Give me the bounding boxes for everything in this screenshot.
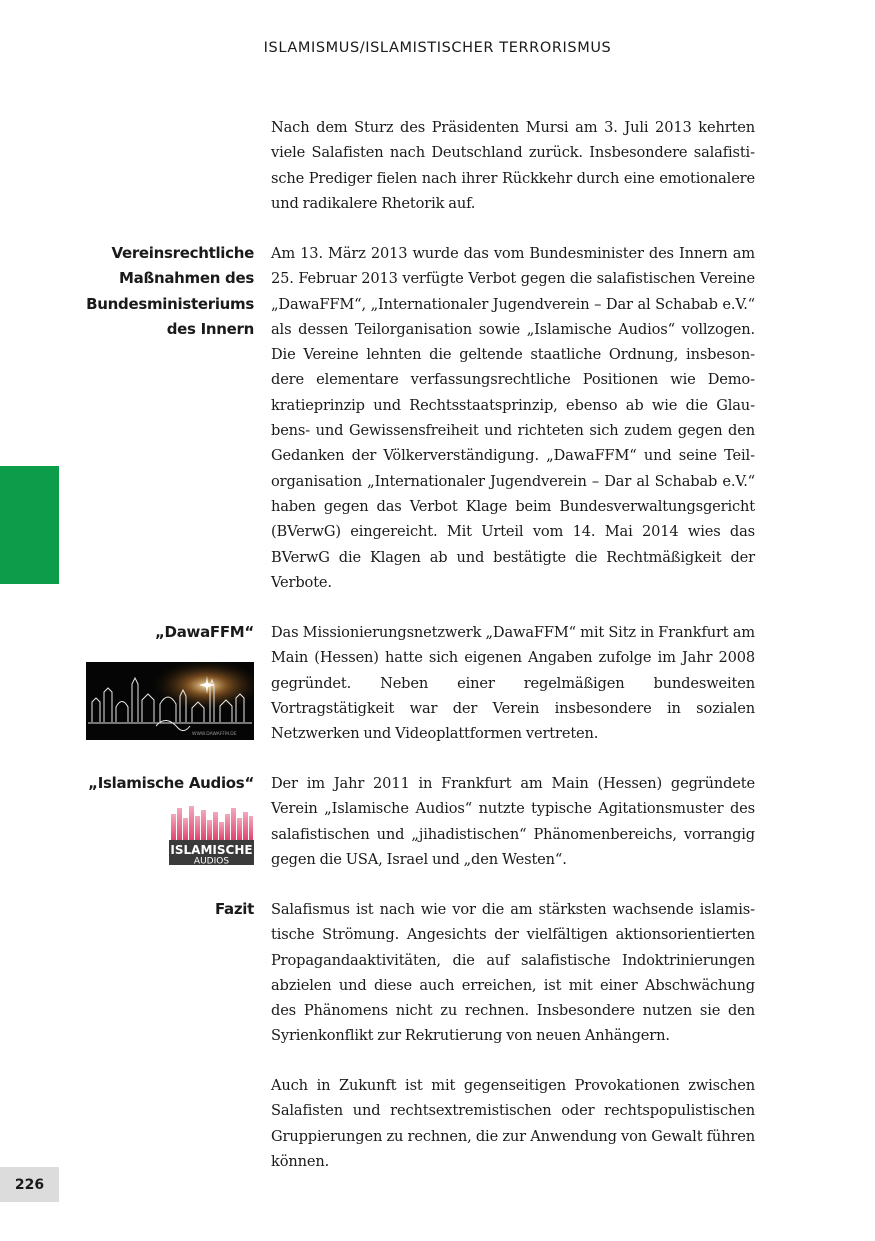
margin-heading-line: des Innern: [166, 319, 254, 338]
chapter-tab-marker: [0, 466, 59, 584]
paragraph-ausblick: Auch in Zukunft ist mit gegenseitigen Provokationen zwischen Salafisten und rechtsextremistischen oder rechtspopulistischen Gruppierungen zu rechnen, die zur Anwendung von Gewalt führen können.: [271, 1077, 755, 1170]
margin-heading-dawaffm: „DawaFFM“: [155, 623, 254, 641]
paragraph-fazit: Salafismus ist nach wie vor die am stärksten wachsende islamistische Strömung. Angesichts der vielfältigen aktionsorientierten Propagandaaktivitäten, die auf salafistische Indoktrinierungen abzielen und diese auch erreichen, ist mit einer Abschwächung des Phänomens nicht zu rechnen. Insbesondere nutzen sie den Syrienkonflikt zur Rekrutierung von neuen Anhängern.: [271, 901, 755, 1045]
page-number: 226: [0, 1167, 59, 1202]
margin-heading-line: Maßnahmen des: [119, 269, 254, 288]
paragraph-dawaffm: Das Missionierungsnetzwerk „DawaFFM“ mit Sitz in Frankfurt am Main (Hessen) hatte sich eigenen Angaben zufolge im Jahr 2008 gegründet. Neben einer regelmäßigen bundesweiten Vortragstätigkeit war der Verein insbesondere in sozialen Netzwerken und Videoplattformen vertreten.: [271, 624, 755, 743]
paragraph-vereinsrecht: Am 13. März 2013 wurde das vom Bundesminister des Innern am 25. Februar 2013 verfügte Verbot gegen die salafistischen Vereine „DawaFFM“, „Internationaler Jugendverein – Dar al Schabab e.V.“ als dessen Teilorganisation sowie „Islamische Audios“ vollzogen. Die Vereine lehnten die geltende staatliche Ordnung, insbesondere elementare verfassungsrechtliche Positionen wie Demokratieprinzip und Rechtsstaatsprinzip, ebenso ab wie die Glaubens- und Gewissensfreiheit und richteten sich zudem gegen den Gedanken der Völkerverständigung. „DawaFFM“ und seine Teilorganisation „Internationaler Jugendverein – Dar al Schabab e.V.“ haben gegen das Verbot Klage beim Bundesverwaltungsgericht (BVerwG) eingereicht. Mit Urteil vom 14. Mai 2014 wies das BVerwG die Klagen ab und bestätigte die Rechtmäßigkeit der Verbote.: [271, 245, 755, 591]
running-header: ISLAMISMUS/ISLAMISTISCHER TERRORISMUS: [263, 40, 612, 56]
dawaffm-logo-caption: WWW.DAWAFFM.DE: [192, 732, 237, 737]
audios-logo-line1: ISLAMISCHE: [170, 843, 253, 857]
margin-heading-fazit: Fazit: [214, 900, 254, 918]
islamische-audios-logo-image: [169, 802, 254, 865]
margin-heading-audios: „Islamische Audios“: [88, 774, 254, 792]
audios-logo-line2: AUDIOS: [193, 856, 230, 865]
dawaffm-logo-image: [86, 662, 254, 740]
margin-heading-line: Bundesministeriums: [86, 294, 254, 313]
margin-heading-vereinsrecht: [54, 241, 254, 342]
paragraph-audios: Der im Jahr 2011 in Frankfurt am Main (Hessen) gegründete Verein „Islamische Audios“ nutzte typische Agitationsmuster des salafistischen und „jihadistischen“ Phänomenbereichs, vorrangig gegen die USA, Israel und „den Westen“.: [271, 775, 755, 868]
margin-heading-line: Vereinsrechtliche: [111, 244, 254, 262]
paragraph-intro: Nach dem Sturz des Präsidenten Mursi am 3. Juli 2013 kehrten viele Salafisten nach Deutschland zurück. Insbesondere salafistische Prediger fielen nach ihrer Rückkehr durch eine emotionalere und radikalere Rhetorik auf.: [271, 119, 755, 212]
